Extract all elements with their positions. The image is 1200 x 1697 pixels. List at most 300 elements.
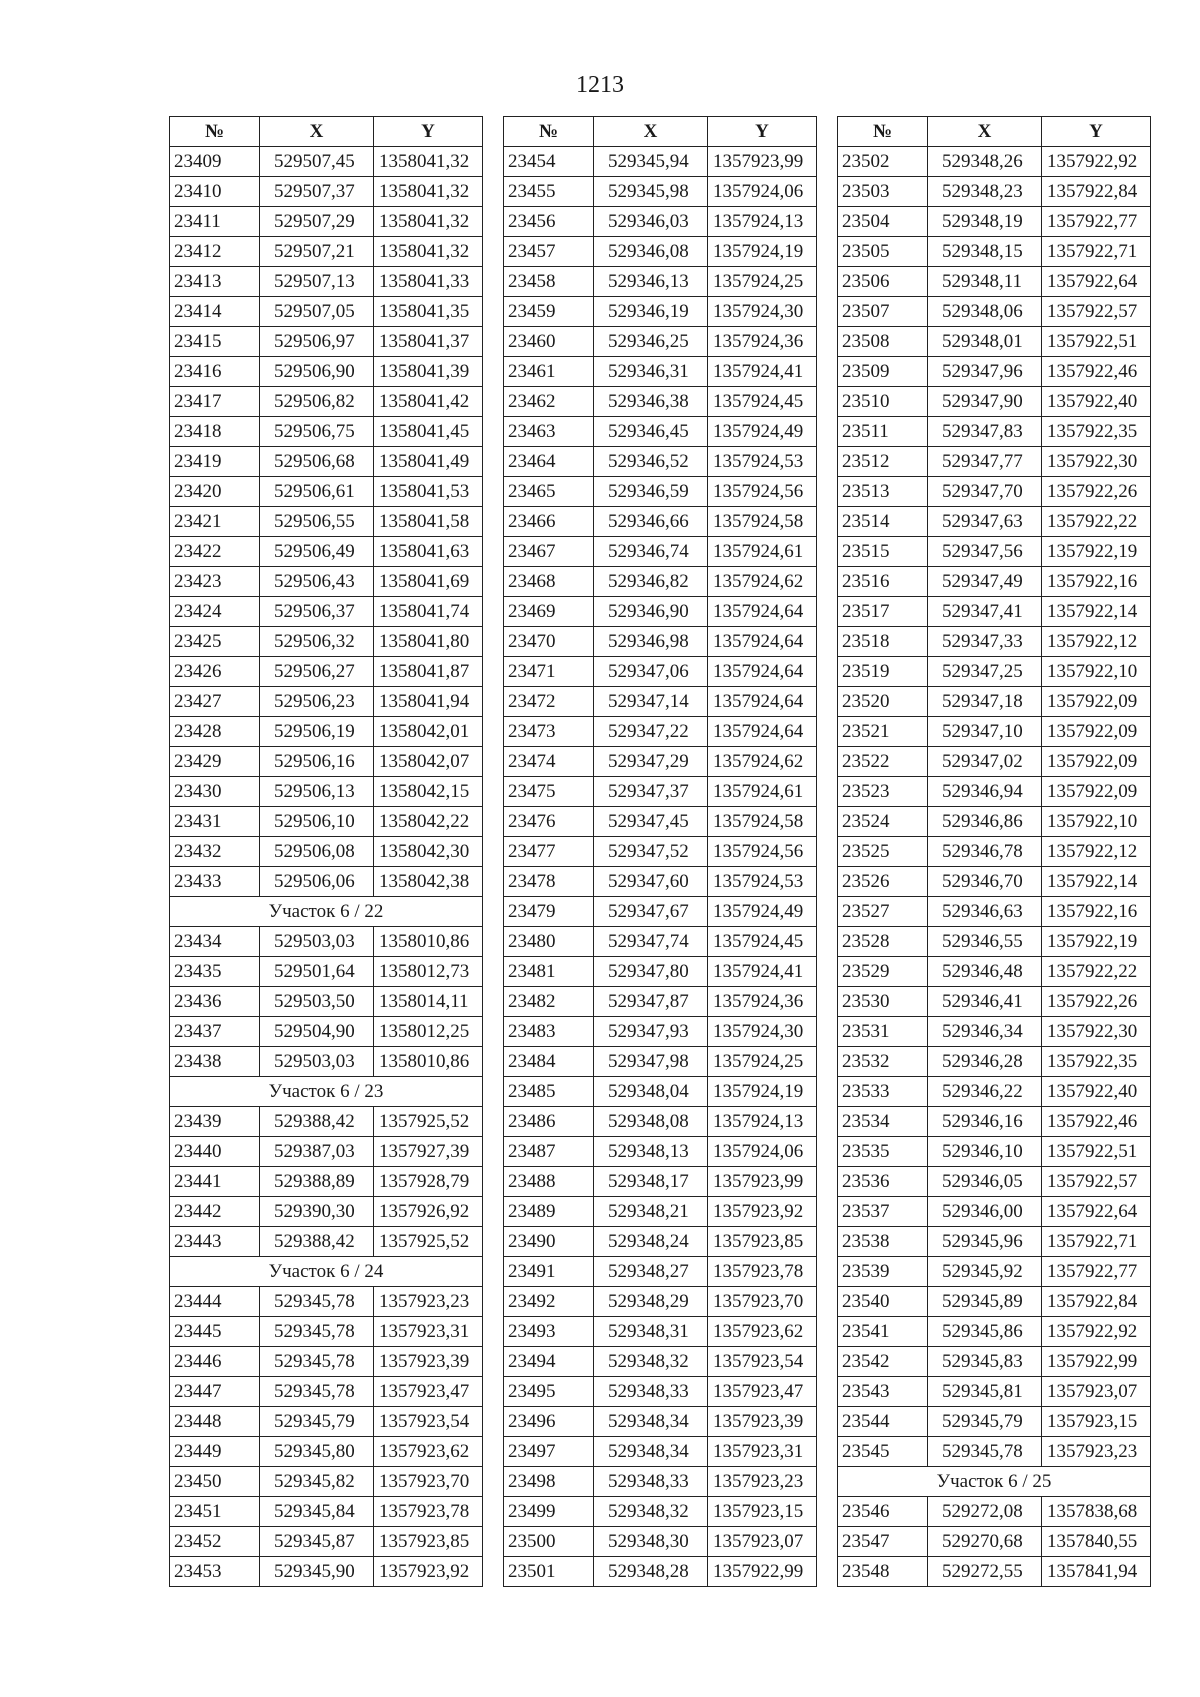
y-coordinate: 1357923,54 xyxy=(374,1407,483,1437)
point-number: 23430 xyxy=(170,777,260,807)
y-coordinate: 1358041,32 xyxy=(374,237,483,267)
x-coordinate: 529348,28 xyxy=(594,1557,708,1587)
x-coordinate: 529346,45 xyxy=(594,417,708,447)
table-row xyxy=(838,567,1151,597)
x-coordinate: 529507,21 xyxy=(260,237,374,267)
point-number: 23522 xyxy=(838,747,928,777)
point-number: 23480 xyxy=(504,927,594,957)
x-coordinate: 529346,13 xyxy=(594,267,708,297)
y-coordinate: 1358042,22 xyxy=(374,807,483,837)
table-row xyxy=(504,1557,817,1587)
point-number: 23521 xyxy=(838,717,928,747)
y-coordinate: 1357924,36 xyxy=(708,327,817,357)
point-number: 23443 xyxy=(170,1227,260,1257)
table-row xyxy=(504,627,817,657)
x-coordinate: 529347,83 xyxy=(928,417,1042,447)
table-row xyxy=(838,1197,1151,1227)
point-number: 23437 xyxy=(170,1017,260,1047)
table-row xyxy=(170,1557,483,1587)
x-coordinate: 529503,03 xyxy=(260,927,374,957)
x-coordinate: 529387,03 xyxy=(260,1137,374,1167)
table-row xyxy=(838,267,1151,297)
point-number: 23469 xyxy=(504,597,594,627)
table-row xyxy=(170,657,483,687)
y-coordinate: 1357924,62 xyxy=(708,567,817,597)
point-number: 23528 xyxy=(838,927,928,957)
y-coordinate: 1357922,09 xyxy=(1042,777,1151,807)
y-coordinate: 1357924,64 xyxy=(708,597,817,627)
point-number: 23534 xyxy=(838,1107,928,1137)
table-row xyxy=(170,207,483,237)
x-coordinate: 529346,94 xyxy=(928,777,1042,807)
point-number: 23456 xyxy=(504,207,594,237)
table-row xyxy=(504,1287,817,1317)
y-coordinate: 1357924,30 xyxy=(708,297,817,327)
header-row xyxy=(504,117,817,147)
x-coordinate: 529506,13 xyxy=(260,777,374,807)
x-coordinate: 529348,11 xyxy=(928,267,1042,297)
point-number: 23461 xyxy=(504,357,594,387)
table-row xyxy=(170,777,483,807)
point-number: 23543 xyxy=(838,1377,928,1407)
y-coordinate: 1357925,52 xyxy=(374,1107,483,1137)
x-coordinate: 529348,27 xyxy=(594,1257,708,1287)
table-row xyxy=(838,987,1151,1017)
point-number: 23455 xyxy=(504,177,594,207)
y-coordinate: 1358012,73 xyxy=(374,957,483,987)
y-coordinate: 1357922,71 xyxy=(1042,1227,1151,1257)
point-number: 23478 xyxy=(504,867,594,897)
y-coordinate: 1357922,26 xyxy=(1042,987,1151,1017)
table-row xyxy=(504,987,817,1017)
header-y: Y xyxy=(374,117,483,147)
table-row xyxy=(504,387,817,417)
y-coordinate: 1357924,06 xyxy=(708,1137,817,1167)
point-number: 23428 xyxy=(170,717,260,747)
point-number: 23513 xyxy=(838,477,928,507)
y-coordinate: 1357924,45 xyxy=(708,387,817,417)
table-row xyxy=(170,1317,483,1347)
section-title: Участок 6 / 25 xyxy=(838,1467,1151,1497)
header-num: № xyxy=(838,117,928,147)
x-coordinate: 529270,68 xyxy=(928,1527,1042,1557)
table-row xyxy=(170,1047,483,1077)
y-coordinate: 1357923,31 xyxy=(374,1317,483,1347)
y-coordinate: 1358041,87 xyxy=(374,657,483,687)
table-row xyxy=(838,717,1151,747)
point-number: 23444 xyxy=(170,1287,260,1317)
y-coordinate: 1357923,23 xyxy=(1042,1437,1151,1467)
x-coordinate: 529506,08 xyxy=(260,837,374,867)
point-number: 23485 xyxy=(504,1077,594,1107)
point-number: 23423 xyxy=(170,567,260,597)
x-coordinate: 529346,48 xyxy=(928,957,1042,987)
table-row xyxy=(504,297,817,327)
point-number: 23453 xyxy=(170,1557,260,1587)
point-number: 23416 xyxy=(170,357,260,387)
x-coordinate: 529347,63 xyxy=(928,507,1042,537)
point-number: 23415 xyxy=(170,327,260,357)
point-number: 23413 xyxy=(170,267,260,297)
point-number: 23419 xyxy=(170,447,260,477)
y-coordinate: 1357923,15 xyxy=(1042,1407,1151,1437)
x-coordinate: 529346,63 xyxy=(928,897,1042,927)
section-row xyxy=(170,1257,483,1287)
table-row xyxy=(504,477,817,507)
y-coordinate: 1357922,16 xyxy=(1042,897,1151,927)
point-number: 23511 xyxy=(838,417,928,447)
x-coordinate: 529506,68 xyxy=(260,447,374,477)
x-coordinate: 529347,70 xyxy=(928,477,1042,507)
header-x: X xyxy=(594,117,708,147)
point-number: 23546 xyxy=(838,1497,928,1527)
table-row xyxy=(170,477,483,507)
y-coordinate: 1357922,84 xyxy=(1042,177,1151,207)
point-number: 23531 xyxy=(838,1017,928,1047)
point-number: 23445 xyxy=(170,1317,260,1347)
point-number: 23495 xyxy=(504,1377,594,1407)
x-coordinate: 529272,55 xyxy=(928,1557,1042,1587)
y-coordinate: 1358041,80 xyxy=(374,627,483,657)
y-coordinate: 1357922,19 xyxy=(1042,537,1151,567)
x-coordinate: 529346,52 xyxy=(594,447,708,477)
coordinates-table-1 xyxy=(169,116,483,1587)
y-coordinate: 1357922,19 xyxy=(1042,927,1151,957)
y-coordinate: 1357928,79 xyxy=(374,1167,483,1197)
y-coordinate: 1358041,45 xyxy=(374,417,483,447)
table-row xyxy=(838,1017,1151,1047)
point-number: 23542 xyxy=(838,1347,928,1377)
point-number: 23506 xyxy=(838,267,928,297)
point-number: 23539 xyxy=(838,1257,928,1287)
point-number: 23479 xyxy=(504,897,594,927)
table-row xyxy=(170,447,483,477)
y-coordinate: 1358041,42 xyxy=(374,387,483,417)
table-row xyxy=(838,1137,1151,1167)
section-row xyxy=(170,897,483,927)
table-row xyxy=(504,897,817,927)
x-coordinate: 529507,13 xyxy=(260,267,374,297)
x-coordinate: 529348,23 xyxy=(928,177,1042,207)
table-row xyxy=(504,597,817,627)
point-number: 23486 xyxy=(504,1107,594,1137)
table-row xyxy=(170,1167,483,1197)
x-coordinate: 529347,60 xyxy=(594,867,708,897)
point-number: 23426 xyxy=(170,657,260,687)
table-row xyxy=(838,537,1151,567)
x-coordinate: 529345,87 xyxy=(260,1527,374,1557)
table-row xyxy=(170,1527,483,1557)
y-coordinate: 1357922,40 xyxy=(1042,1077,1151,1107)
table-row xyxy=(838,447,1151,477)
y-coordinate: 1357923,07 xyxy=(1042,1377,1151,1407)
y-coordinate: 1357924,58 xyxy=(708,507,817,537)
x-coordinate: 529347,18 xyxy=(928,687,1042,717)
y-coordinate: 1357923,47 xyxy=(374,1377,483,1407)
header-x: X xyxy=(928,117,1042,147)
section-row xyxy=(838,1467,1151,1497)
point-number: 23492 xyxy=(504,1287,594,1317)
x-coordinate: 529347,10 xyxy=(928,717,1042,747)
point-number: 23523 xyxy=(838,777,928,807)
table-row xyxy=(504,357,817,387)
x-coordinate: 529345,78 xyxy=(260,1347,374,1377)
header-y: Y xyxy=(708,117,817,147)
y-coordinate: 1357922,30 xyxy=(1042,447,1151,477)
point-number: 23440 xyxy=(170,1137,260,1167)
y-coordinate: 1357922,14 xyxy=(1042,867,1151,897)
x-coordinate: 529348,04 xyxy=(594,1077,708,1107)
y-coordinate: 1357924,61 xyxy=(708,777,817,807)
y-coordinate: 1358014,11 xyxy=(374,987,483,1017)
point-number: 23427 xyxy=(170,687,260,717)
point-number: 23442 xyxy=(170,1197,260,1227)
point-number: 23410 xyxy=(170,177,260,207)
table-row xyxy=(838,1407,1151,1437)
table-row xyxy=(170,1347,483,1377)
point-number: 23548 xyxy=(838,1557,928,1587)
point-number: 23497 xyxy=(504,1437,594,1467)
point-number: 23465 xyxy=(504,477,594,507)
section-title: Участок 6 / 23 xyxy=(170,1077,483,1107)
y-coordinate: 1357922,22 xyxy=(1042,507,1151,537)
y-coordinate: 1357840,55 xyxy=(1042,1527,1151,1557)
y-coordinate: 1357922,46 xyxy=(1042,357,1151,387)
table-row xyxy=(170,807,483,837)
x-coordinate: 529348,34 xyxy=(594,1407,708,1437)
y-coordinate: 1357924,41 xyxy=(708,357,817,387)
table-row xyxy=(170,837,483,867)
x-coordinate: 529501,64 xyxy=(260,957,374,987)
y-coordinate: 1357923,78 xyxy=(374,1497,483,1527)
y-coordinate: 1357922,99 xyxy=(1042,1347,1151,1377)
table-row xyxy=(504,837,817,867)
table-row xyxy=(504,867,817,897)
x-coordinate: 529348,15 xyxy=(928,237,1042,267)
y-coordinate: 1357924,19 xyxy=(708,1077,817,1107)
table-row xyxy=(170,177,483,207)
point-number: 23509 xyxy=(838,357,928,387)
table-row xyxy=(838,1317,1151,1347)
x-coordinate: 529506,19 xyxy=(260,717,374,747)
x-coordinate: 529348,33 xyxy=(594,1467,708,1497)
table-row xyxy=(838,1527,1151,1557)
point-number: 23545 xyxy=(838,1437,928,1467)
y-coordinate: 1358042,30 xyxy=(374,837,483,867)
y-coordinate: 1357922,46 xyxy=(1042,1107,1151,1137)
x-coordinate: 529348,32 xyxy=(594,1347,708,1377)
point-number: 23537 xyxy=(838,1197,928,1227)
point-number: 23431 xyxy=(170,807,260,837)
x-coordinate: 529506,90 xyxy=(260,357,374,387)
table-row xyxy=(170,927,483,957)
x-coordinate: 529390,30 xyxy=(260,1197,374,1227)
y-coordinate: 1357924,53 xyxy=(708,867,817,897)
point-number: 23516 xyxy=(838,567,928,597)
y-coordinate: 1357922,35 xyxy=(1042,417,1151,447)
table-row xyxy=(170,1407,483,1437)
point-number: 23464 xyxy=(504,447,594,477)
x-coordinate: 529346,34 xyxy=(928,1017,1042,1047)
y-coordinate: 1357838,68 xyxy=(1042,1497,1151,1527)
table-row xyxy=(504,807,817,837)
y-coordinate: 1357922,51 xyxy=(1042,327,1151,357)
table-row xyxy=(838,1107,1151,1137)
point-number: 23536 xyxy=(838,1167,928,1197)
table-row xyxy=(838,1257,1151,1287)
y-coordinate: 1358042,07 xyxy=(374,747,483,777)
y-coordinate: 1357841,94 xyxy=(1042,1557,1151,1587)
table-row xyxy=(170,387,483,417)
point-number: 23470 xyxy=(504,627,594,657)
point-number: 23460 xyxy=(504,327,594,357)
table-row xyxy=(170,1467,483,1497)
point-number: 23412 xyxy=(170,237,260,267)
table-row xyxy=(504,1437,817,1467)
y-coordinate: 1357923,31 xyxy=(708,1437,817,1467)
x-coordinate: 529345,96 xyxy=(928,1227,1042,1257)
y-coordinate: 1357925,52 xyxy=(374,1227,483,1257)
table-row xyxy=(170,1227,483,1257)
table-row xyxy=(838,1377,1151,1407)
y-coordinate: 1358042,15 xyxy=(374,777,483,807)
x-coordinate: 529506,32 xyxy=(260,627,374,657)
table-row xyxy=(504,1107,817,1137)
y-coordinate: 1357922,40 xyxy=(1042,387,1151,417)
x-coordinate: 529348,19 xyxy=(928,207,1042,237)
point-number: 23466 xyxy=(504,507,594,537)
x-coordinate: 529345,78 xyxy=(260,1377,374,1407)
table-row xyxy=(170,267,483,297)
table-row xyxy=(838,357,1151,387)
point-number: 23449 xyxy=(170,1437,260,1467)
x-coordinate: 529346,38 xyxy=(594,387,708,417)
x-coordinate: 529506,16 xyxy=(260,747,374,777)
x-coordinate: 529346,86 xyxy=(928,807,1042,837)
y-coordinate: 1357922,64 xyxy=(1042,1197,1151,1227)
x-coordinate: 529347,98 xyxy=(594,1047,708,1077)
table-row xyxy=(504,777,817,807)
table-row xyxy=(838,1287,1151,1317)
table-row xyxy=(170,957,483,987)
y-coordinate: 1358041,53 xyxy=(374,477,483,507)
x-coordinate: 529346,31 xyxy=(594,357,708,387)
x-coordinate: 529346,00 xyxy=(928,1197,1042,1227)
table-row xyxy=(504,417,817,447)
point-number: 23457 xyxy=(504,237,594,267)
x-coordinate: 529347,87 xyxy=(594,987,708,1017)
point-number: 23451 xyxy=(170,1497,260,1527)
x-coordinate: 529506,82 xyxy=(260,387,374,417)
y-coordinate: 1357924,64 xyxy=(708,657,817,687)
x-coordinate: 529345,79 xyxy=(260,1407,374,1437)
table-row xyxy=(170,237,483,267)
x-coordinate: 529347,90 xyxy=(928,387,1042,417)
point-number: 23517 xyxy=(838,597,928,627)
x-coordinate: 529347,33 xyxy=(928,627,1042,657)
x-coordinate: 529346,08 xyxy=(594,237,708,267)
x-coordinate: 529348,24 xyxy=(594,1227,708,1257)
x-coordinate: 529348,31 xyxy=(594,1317,708,1347)
point-number: 23476 xyxy=(504,807,594,837)
table-row xyxy=(170,1377,483,1407)
point-number: 23508 xyxy=(838,327,928,357)
y-coordinate: 1357922,14 xyxy=(1042,597,1151,627)
point-number: 23512 xyxy=(838,447,928,477)
y-coordinate: 1357923,62 xyxy=(708,1317,817,1347)
y-coordinate: 1357924,56 xyxy=(708,477,817,507)
y-coordinate: 1357924,45 xyxy=(708,927,817,957)
x-coordinate: 529347,14 xyxy=(594,687,708,717)
x-coordinate: 529346,22 xyxy=(928,1077,1042,1107)
point-number: 23540 xyxy=(838,1287,928,1317)
point-number: 23432 xyxy=(170,837,260,867)
y-coordinate: 1358041,74 xyxy=(374,597,483,627)
x-coordinate: 529345,79 xyxy=(928,1407,1042,1437)
point-number: 23525 xyxy=(838,837,928,867)
point-number: 23417 xyxy=(170,387,260,417)
x-coordinate: 529507,45 xyxy=(260,147,374,177)
table-row xyxy=(838,1497,1151,1527)
coordinate-tables xyxy=(169,116,1151,1587)
point-number: 23498 xyxy=(504,1467,594,1497)
table-row xyxy=(504,207,817,237)
point-number: 23488 xyxy=(504,1167,594,1197)
point-number: 23544 xyxy=(838,1407,928,1437)
table-row xyxy=(170,1017,483,1047)
point-number: 23501 xyxy=(504,1557,594,1587)
x-coordinate: 529506,37 xyxy=(260,597,374,627)
x-coordinate: 529347,29 xyxy=(594,747,708,777)
y-coordinate: 1358041,94 xyxy=(374,687,483,717)
x-coordinate: 529346,05 xyxy=(928,1167,1042,1197)
point-number: 23500 xyxy=(504,1527,594,1557)
point-number: 23510 xyxy=(838,387,928,417)
x-coordinate: 529347,25 xyxy=(928,657,1042,687)
table-row xyxy=(504,687,817,717)
table-row xyxy=(838,1347,1151,1377)
point-number: 23411 xyxy=(170,207,260,237)
table-row xyxy=(504,957,817,987)
table-row xyxy=(838,777,1151,807)
point-number: 23515 xyxy=(838,537,928,567)
x-coordinate: 529345,83 xyxy=(928,1347,1042,1377)
x-coordinate: 529345,92 xyxy=(928,1257,1042,1287)
y-coordinate: 1357922,57 xyxy=(1042,1167,1151,1197)
x-coordinate: 529347,80 xyxy=(594,957,708,987)
point-number: 23483 xyxy=(504,1017,594,1047)
y-coordinate: 1357922,12 xyxy=(1042,837,1151,867)
point-number: 23409 xyxy=(170,147,260,177)
table-row xyxy=(170,987,483,1017)
y-coordinate: 1357923,85 xyxy=(708,1227,817,1257)
x-coordinate: 529506,75 xyxy=(260,417,374,447)
section-row xyxy=(170,1077,483,1107)
table-row xyxy=(504,927,817,957)
x-coordinate: 529346,16 xyxy=(928,1107,1042,1137)
y-coordinate: 1357924,13 xyxy=(708,207,817,237)
header-num: № xyxy=(504,117,594,147)
coordinates-table-3 xyxy=(837,116,1151,1587)
table-row xyxy=(170,717,483,747)
x-coordinate: 529348,13 xyxy=(594,1137,708,1167)
y-coordinate: 1357923,99 xyxy=(708,147,817,177)
table-row xyxy=(170,867,483,897)
point-number: 23425 xyxy=(170,627,260,657)
table-row xyxy=(838,177,1151,207)
table-row xyxy=(838,957,1151,987)
y-coordinate: 1358041,33 xyxy=(374,267,483,297)
